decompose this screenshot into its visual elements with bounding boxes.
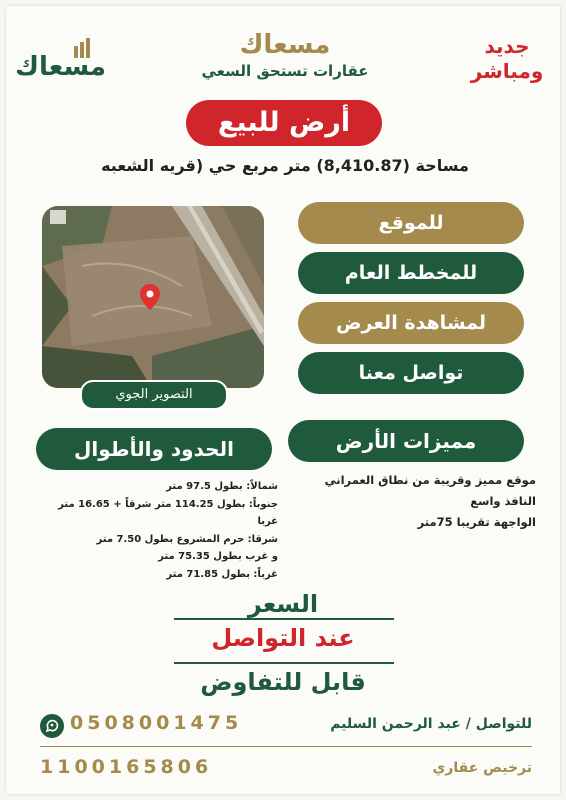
location-button[interactable]: للموقع <box>298 202 524 244</box>
list-item: شمالاً: بطول 97.5 متر <box>166 481 278 492</box>
list-item: النافذ واسع <box>470 494 536 508</box>
aerial-map <box>42 206 264 388</box>
divider <box>174 618 394 620</box>
price-title: السعر <box>247 590 319 618</box>
brand-logo <box>16 38 116 88</box>
area-text: مساحة (8,410.87) متر مربع حي (قريه الشعبه <box>101 156 469 175</box>
for-sale-banner: أرض للبيع <box>186 100 382 146</box>
list-item: غرباً: بطول 71.85 متر <box>166 568 278 580</box>
list-item: شرقا: حرم المشروع بطول 7.50 متر <box>96 533 278 545</box>
bounds-list <box>40 478 278 583</box>
license-label: ترخيص عقاري <box>432 760 532 776</box>
logo-text: مسعاك <box>15 52 106 82</box>
list-item: و غرب بطول 75.35 متر <box>158 551 278 562</box>
whatsapp-icon[interactable] <box>40 714 64 738</box>
master-plan-button[interactable]: للمخطط العام <box>298 252 524 294</box>
list-item: الواجهة تقريبا 75متر <box>417 515 536 529</box>
license-number: 1100165806 <box>40 756 213 778</box>
contact-label: للتواصل / عبد الرحمن السليم <box>330 716 532 732</box>
brand-name: مسعاك <box>239 30 331 60</box>
brand-tagline: عقارات تستحق السعي <box>201 62 369 80</box>
price-value: عند التواصل <box>211 624 355 652</box>
list-item: جنوباً: بطول 114.25 متر شرقاً + 16.65 متر غربا <box>58 498 278 527</box>
location-pin-icon <box>140 284 160 310</box>
aerial-caption: التصوير الجوي <box>80 380 228 410</box>
contact-us-button[interactable]: تواصل معنا <box>298 352 524 394</box>
divider <box>40 746 532 747</box>
list-item: موقع مميز وقريبة من نطاق العمراني <box>324 473 536 487</box>
new-direct-badge <box>462 34 552 84</box>
negotiable-note: قابل للتفاوض <box>200 668 366 696</box>
phone-number[interactable]: 0508001475 <box>70 712 243 734</box>
features-list <box>290 470 536 533</box>
badge-line-2: ومباشر <box>470 59 544 83</box>
badge-line-1: جديد <box>484 34 530 58</box>
divider <box>174 662 394 664</box>
features-title: مميزات الأرض <box>288 420 524 462</box>
view-offer-button[interactable]: لمشاهدة العرض <box>298 302 524 344</box>
bounds-title: الحدود والأطوال <box>36 428 272 470</box>
